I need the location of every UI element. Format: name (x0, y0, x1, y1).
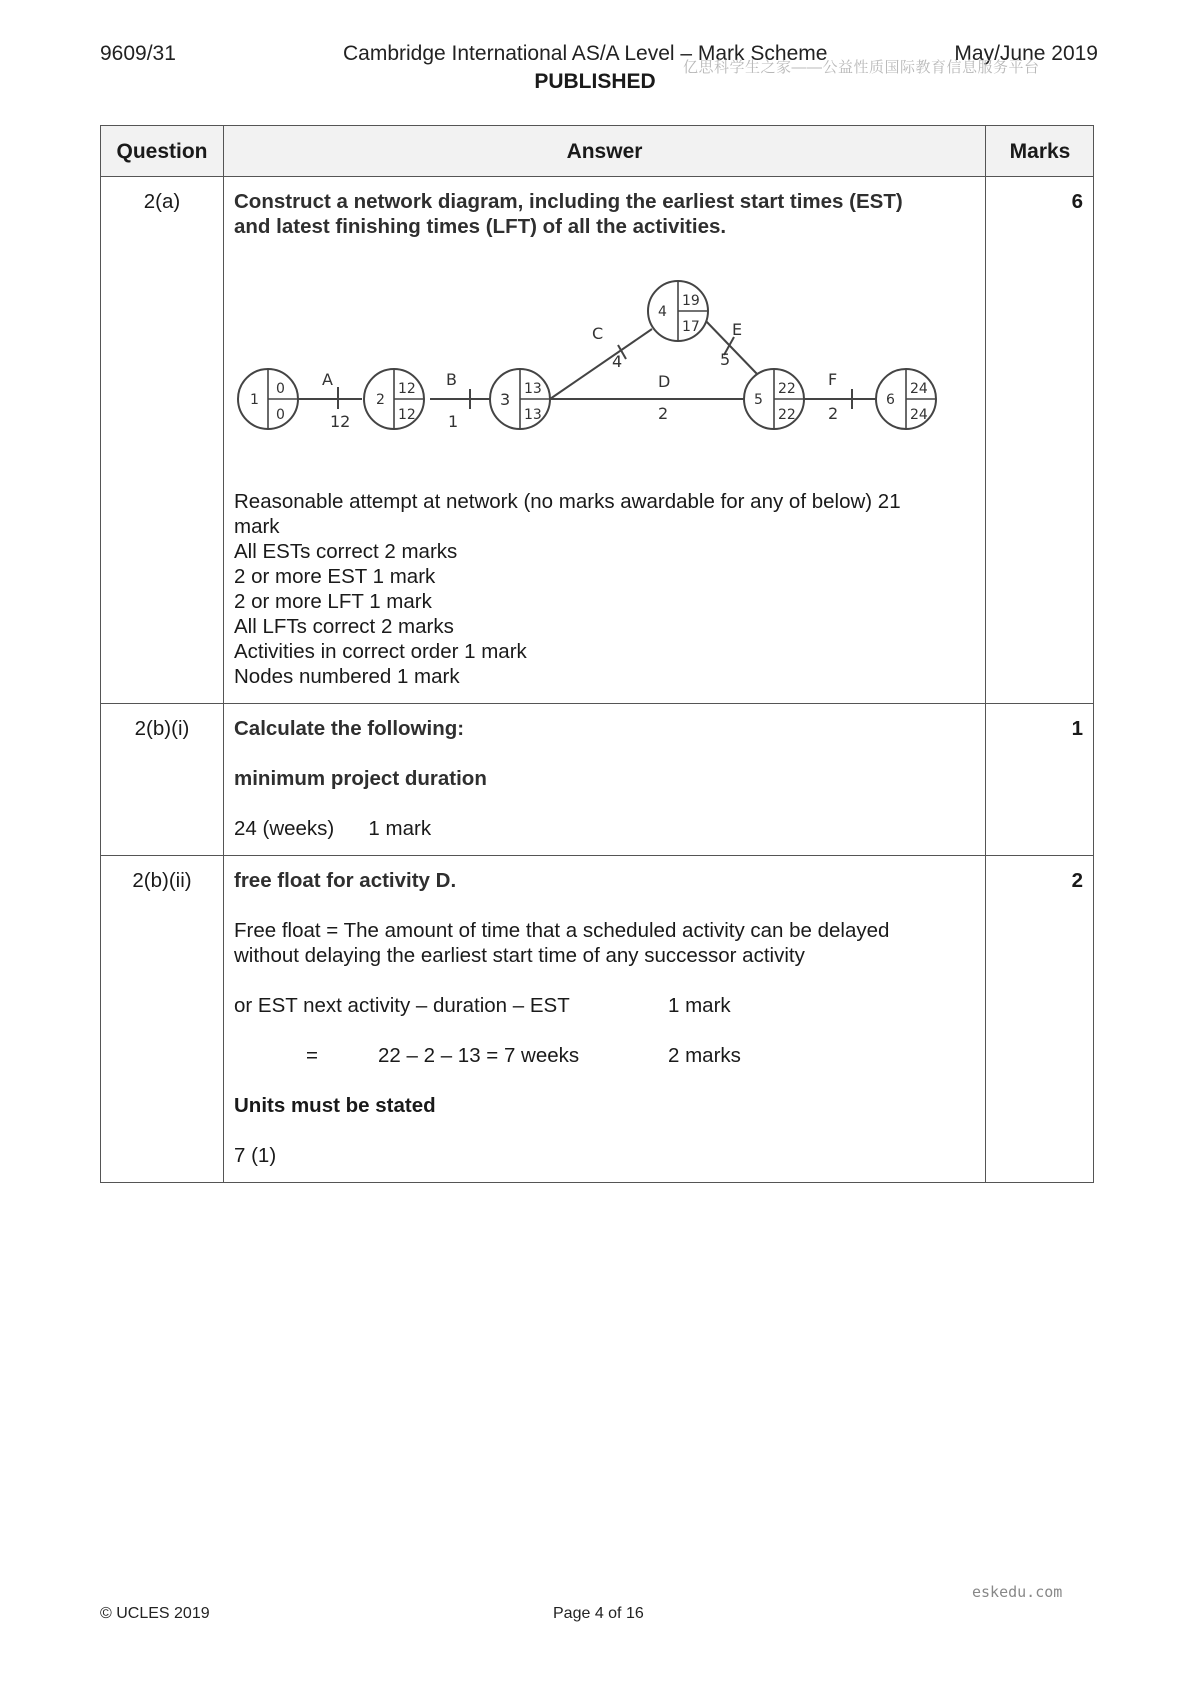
question-prompt: and latest finishing times (LFT) of all the activities. (234, 215, 727, 238)
copyright: © UCLES 2019 (100, 1605, 210, 1622)
criteria-line: Reasonable attempt at network (no marks awardable for any of below) 21 (234, 490, 901, 513)
criteria-line: All ESTs correct 2 marks (234, 540, 458, 563)
exam-session: May/June 2019 (954, 42, 1098, 65)
node-2-lft: 12 (398, 407, 416, 423)
activity-a-duration: 12 (330, 412, 351, 431)
node-1-est: 0 (276, 381, 285, 397)
node-1-lft: 0 (276, 407, 285, 423)
question-prompt: Calculate the following: (234, 717, 465, 740)
activity-d-label: D (658, 372, 671, 391)
formula-mark: 1 mark (668, 994, 731, 1017)
network-diagram (234, 259, 964, 459)
paper-code: 9609/31 (100, 42, 176, 65)
answer-cell (224, 704, 986, 856)
node-6-id: 6 (886, 392, 895, 408)
node-2-id: 2 (376, 392, 385, 408)
activity-b-duration: 1 (448, 412, 459, 431)
table-row (101, 704, 1094, 856)
node-4-lft: 17 (682, 319, 700, 335)
criteria-line: mark (234, 515, 280, 538)
calculation-mark: 2 marks (668, 1044, 741, 1067)
col-marks: Marks (986, 126, 1094, 177)
activity-e-label: E (732, 320, 743, 339)
node-4-id: 4 (658, 304, 667, 320)
activity-f-label: F (828, 370, 838, 389)
question-prompt: Construct a network diagram, including the earliest start times (EST) (234, 190, 903, 213)
criteria-line: Activities in correct order 1 mark (234, 640, 527, 663)
question-prompt: free float for activity D. (234, 869, 457, 892)
question-number: 2(a) (101, 177, 224, 704)
marks-value: 1 (986, 704, 1094, 856)
answer-cell (224, 856, 986, 1183)
activity-b-label: B (446, 370, 457, 389)
criteria-line: All LFTs correct 2 marks (234, 615, 454, 638)
activity-e-edge (704, 319, 758, 375)
node-3-lft: 13 (524, 407, 542, 423)
mark-scheme-table (100, 125, 1094, 1183)
question-subprompt: minimum project duration (234, 767, 487, 790)
node-6-lft: 24 (910, 407, 928, 423)
table-header-row (101, 126, 1094, 177)
activity-e-duration: 5 (720, 350, 731, 369)
answer-text: 24 (weeks) 1 mark (234, 817, 432, 840)
document-title: Cambridge International AS/A Level – Mark Scheme (343, 42, 828, 65)
criteria-line: 2 or more EST 1 mark (234, 565, 436, 588)
node-3-id: 3 (500, 390, 511, 409)
brand-watermark: eskedu.com (972, 1583, 1063, 1601)
node-5-id: 5 (754, 392, 763, 408)
calculation-text: 22 – 2 – 13 = 7 weeks (378, 1044, 580, 1067)
watermark-text: 亿思科学生之家——公益性质国际教育信息服务平台 (683, 59, 1040, 76)
equals-sign: = (306, 1044, 318, 1067)
node-2-est: 12 (398, 381, 416, 397)
node-1-id: 1 (250, 392, 259, 408)
node-3-est: 13 (524, 381, 542, 397)
definition-text: Free float = The amount of time that a scheduled activity can be delayed (234, 919, 890, 942)
col-answer: Answer (224, 126, 986, 177)
node-5-est: 22 (778, 381, 796, 397)
node-4-est: 19 (682, 293, 700, 309)
criteria-line: Nodes numbered 1 mark (234, 665, 460, 688)
formula-text: or EST next activity – duration – EST (234, 994, 570, 1017)
node-6-est: 24 (910, 381, 928, 397)
activity-c-label: C (592, 324, 604, 343)
answer-cell (224, 177, 986, 704)
question-number: 2(b)(ii) (101, 856, 224, 1183)
node-5-lft: 22 (778, 407, 796, 423)
units-note: Units must be stated (234, 1094, 436, 1117)
marks-value: 6 (986, 177, 1094, 704)
activity-a-label: A (322, 370, 333, 389)
activity-f-duration: 2 (828, 404, 839, 423)
col-question: Question (101, 126, 224, 177)
activity-c-duration: 4 (612, 352, 623, 371)
page-number: Page 4 of 16 (553, 1605, 644, 1622)
published-label: PUBLISHED (534, 70, 656, 93)
criteria-line: 2 or more LFT 1 mark (234, 590, 432, 613)
alternative-answer: 7 (1) (234, 1144, 277, 1167)
table-row (101, 856, 1094, 1183)
question-number: 2(b)(i) (101, 704, 224, 856)
definition-text: without delaying the earliest start time of any successor activity (234, 944, 805, 967)
marks-value: 2 (986, 856, 1094, 1183)
table-row (101, 177, 1094, 704)
activity-d-duration: 2 (658, 404, 669, 423)
